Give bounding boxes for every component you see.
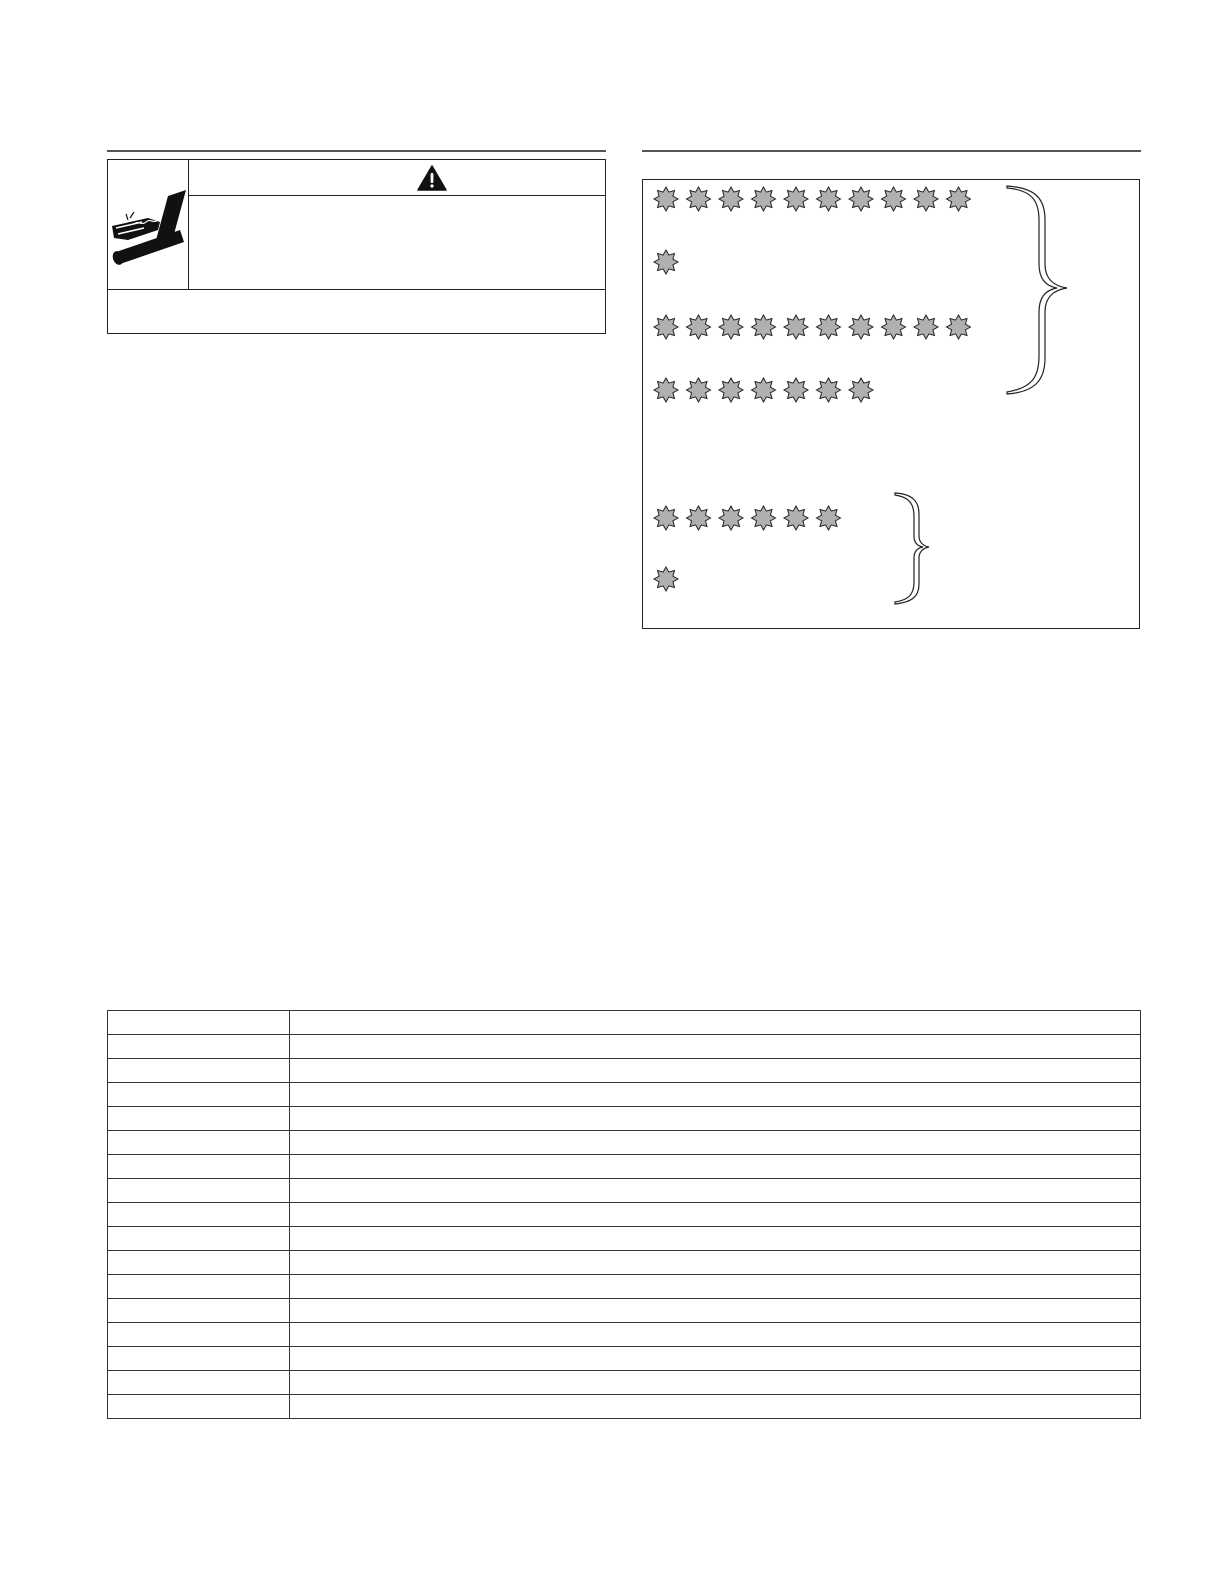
starburst-glyph	[719, 506, 743, 530]
table-row	[108, 1275, 1141, 1299]
starburst-glyph	[849, 187, 873, 211]
curly-brace-small	[895, 493, 929, 604]
high-pressure-injection-hazard-icon	[108, 160, 188, 289]
table-cell-value	[290, 1275, 1141, 1299]
starburst-glyph	[654, 506, 678, 530]
table-row	[108, 1227, 1141, 1251]
starburst-figure	[643, 180, 1139, 628]
starburst-glyph	[849, 315, 873, 339]
table-cell-label	[108, 1059, 290, 1083]
starburst-panel	[642, 179, 1140, 629]
warning-box	[107, 159, 606, 334]
table-cell-value	[290, 1371, 1141, 1395]
warning-body	[189, 196, 605, 290]
table-cell-label	[108, 1227, 290, 1251]
table-cell-label	[108, 1131, 290, 1155]
starburst-glyph	[654, 567, 678, 591]
table-row	[108, 1371, 1141, 1395]
table-cell-label	[108, 1299, 290, 1323]
table-cell-value	[290, 1203, 1141, 1227]
table-cell-label	[108, 1083, 290, 1107]
starburst-glyph	[687, 187, 711, 211]
starburst-glyph	[784, 315, 808, 339]
starburst-glyph	[947, 187, 971, 211]
starburst-glyph	[752, 506, 776, 530]
table-cell-label	[108, 1347, 290, 1371]
table-cell-label	[108, 1371, 290, 1395]
starburst-glyph	[752, 315, 776, 339]
starburst-glyph	[882, 187, 906, 211]
warning-header	[189, 160, 605, 196]
starburst-glyph	[849, 378, 873, 402]
table-cell-value	[290, 1155, 1141, 1179]
table-row	[108, 1395, 1141, 1419]
table-row	[108, 1107, 1141, 1131]
table-row	[108, 1347, 1141, 1371]
section-rule-left	[107, 150, 606, 152]
starburst-glyph	[914, 315, 938, 339]
starburst-glyph	[687, 506, 711, 530]
starburst-glyph	[882, 315, 906, 339]
starburst-glyph	[687, 378, 711, 402]
starburst-glyph	[784, 187, 808, 211]
table-cell-label	[108, 1179, 290, 1203]
starburst-glyph	[719, 187, 743, 211]
warning-triangle-icon	[417, 165, 447, 191]
table-row	[108, 1011, 1141, 1035]
table-row	[108, 1179, 1141, 1203]
starburst-glyph	[752, 378, 776, 402]
starburst-glyph	[654, 250, 678, 274]
table-row	[108, 1035, 1141, 1059]
table-cell-label	[108, 1203, 290, 1227]
section-rule-right	[642, 150, 1141, 152]
starburst-glyph	[654, 187, 678, 211]
table-cell-label	[108, 1395, 290, 1419]
table-cell-label	[108, 1011, 290, 1035]
table-cell-label	[108, 1251, 290, 1275]
table-cell-value	[290, 1035, 1141, 1059]
table-cell-label	[108, 1107, 290, 1131]
starburst-glyph	[719, 378, 743, 402]
starburst-glyph	[817, 506, 841, 530]
starburst-glyph	[947, 315, 971, 339]
table-cell-value	[290, 1179, 1141, 1203]
table-cell-value	[290, 1299, 1141, 1323]
table-cell-label	[108, 1323, 290, 1347]
table-row	[108, 1299, 1141, 1323]
table-row	[108, 1155, 1141, 1179]
table-row	[108, 1083, 1141, 1107]
curly-brace-large	[1007, 186, 1067, 394]
starburst-glyph	[817, 187, 841, 211]
starburst-glyph	[752, 187, 776, 211]
table-row	[108, 1323, 1141, 1347]
table-cell-value	[290, 1323, 1141, 1347]
table-row	[108, 1059, 1141, 1083]
warning-icon-cell	[108, 160, 189, 290]
table-cell-value	[290, 1395, 1141, 1419]
starburst-glyph	[817, 315, 841, 339]
table-row	[108, 1131, 1141, 1155]
table-cell-value	[290, 1251, 1141, 1275]
table-cell-value	[290, 1107, 1141, 1131]
table-row	[108, 1203, 1141, 1227]
starburst-glyph	[687, 315, 711, 339]
spec-table	[107, 1010, 1141, 1419]
table-cell-value	[290, 1011, 1141, 1035]
table-cell-value	[290, 1083, 1141, 1107]
table-cell-value	[290, 1347, 1141, 1371]
starburst-glyph	[784, 378, 808, 402]
starburst-glyph	[719, 315, 743, 339]
starburst-glyph	[914, 187, 938, 211]
starburst-glyph	[654, 378, 678, 402]
starburst-glyph	[784, 506, 808, 530]
table-cell-value	[290, 1131, 1141, 1155]
table-cell-label	[108, 1155, 290, 1179]
warning-footer	[108, 290, 605, 333]
starburst-glyph	[654, 315, 678, 339]
table-cell-label	[108, 1035, 290, 1059]
table-cell-value	[290, 1059, 1141, 1083]
table-cell-label	[108, 1275, 290, 1299]
table-row	[108, 1251, 1141, 1275]
table-cell-value	[290, 1227, 1141, 1251]
starburst-glyph	[817, 378, 841, 402]
